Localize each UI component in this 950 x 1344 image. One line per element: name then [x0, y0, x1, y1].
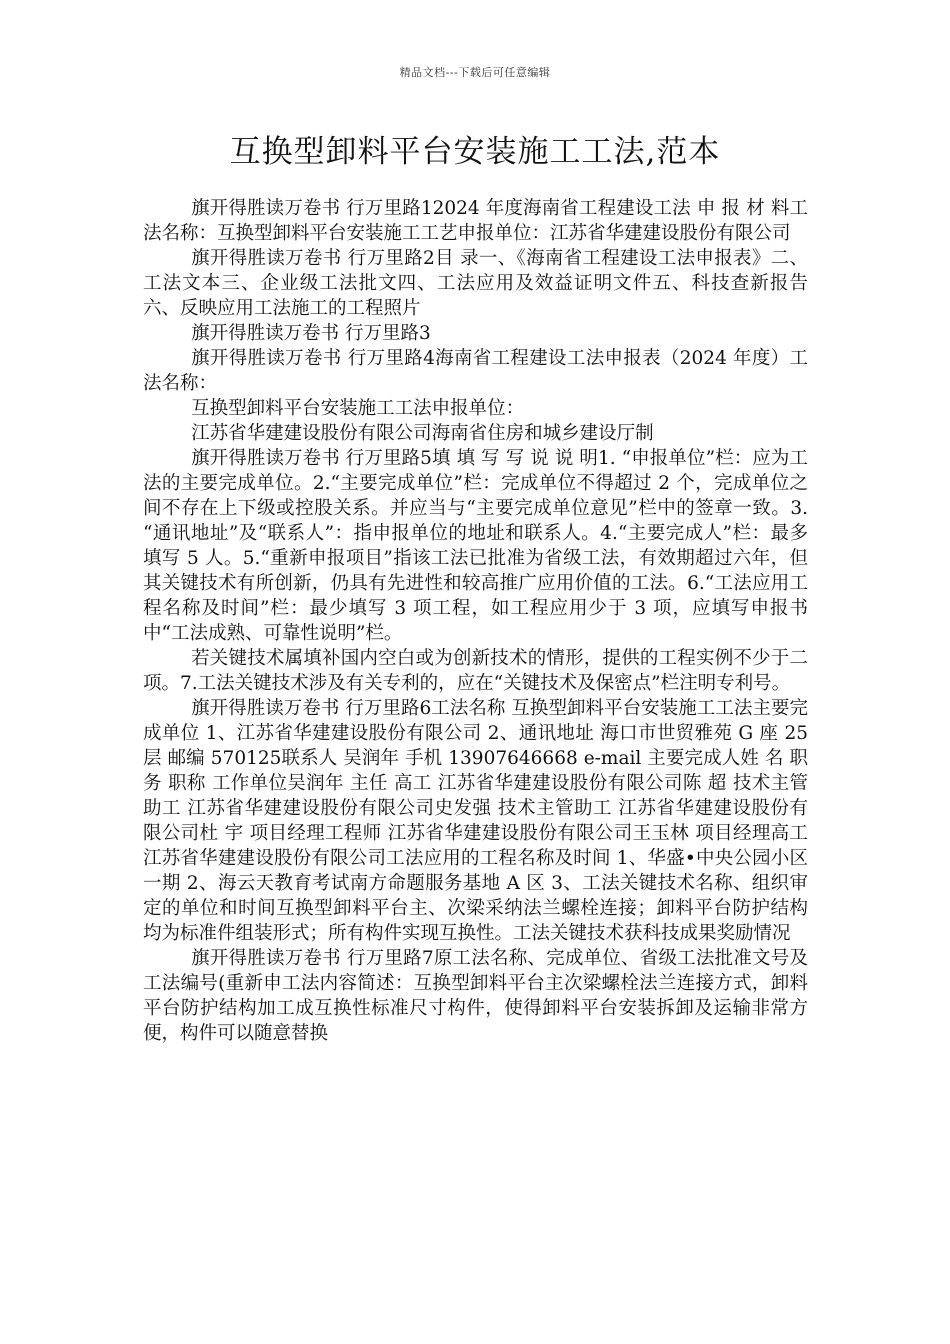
paragraph-8: 若关键技术属填补国内空白或为创新技术的情形，提供的工程实例不少于二项。7.工法关键技术涉及有关专利的，应在“关键技术及保密点”栏注明专利号。	[143, 648, 808, 694]
paragraph-6: 江苏省华建建设股份有限公司海南省住房和城乡建设厅制	[191, 423, 654, 444]
paragraph-9: 旗开得胜读万卷书 行万里路6工法名称 互换型卸料平台安装施工工法主要完成单位 1、江苏省华建建设股份有限公司 2、通讯地址 海口市世贸雅苑 G 座 25 层 邮编 570125联系人 吴润年 手机 13907646668 e-mail 主要完成人姓 名 职务 职称 工作单位吴润年 主任 高工 江苏省华建建设股份有限公司陈 超 技术主管助工 江苏省华建建设股份有限公司史发强 技术主管助工 江苏省华建建设股份有限公司杜 宇 项目经理工程师 江苏省华建建设股份有限公司王玉林 项目经理高工 江苏省华建建设股份有限公司工法应用的工程名称及时间 1、华盛•中央公园小区一期 2、海云天教育考试南方命题服务基地 A 区 3、工法关键技术名称、组织审定的单位和时间互换型卸料平台主、次梁采纳法兰螺栓连接；卸料平台防护结构均为标准件组装形式；所有构件实现互换性。工法关键技术获科技成果奖励情况	[143, 698, 808, 944]
paragraph-5: 互换型卸料平台安装施工工法申报单位：	[191, 398, 525, 419]
paragraph-10: 旗开得胜读万卷书 行万里路7原工法名称、完成单位、省级工法批准文号及工法编号(重新申工法内容简述：互换型卸料平台主次梁螺栓法兰连接方式，卸料平台防护结构加工成互换性标准尺寸构件，使得卸料平台安装拆卸及运输非常方便，构件可以随意替换	[143, 948, 808, 1044]
paragraph-3: 旗开得胜读万卷书 行万里路3	[191, 323, 431, 344]
paragraph-1: 旗开得胜读万卷书 行万里路12024 年度海南省工程建设工法 申 报 材 料工法名称：互换型卸料平台安装施工工艺申报单位：江苏省华建建设股份有限公司	[143, 198, 808, 244]
paragraph-7: 旗开得胜读万卷书 行万里路5填 填 写 写 说 说 明1. “申报单位”栏：应为工法的主要完成单位。2.“主要完成单位”栏：完成单位不得超过 2 个，完成单位之间不存在上下级或控股关系。并应当与“主要完成单位意见”栏中的签章一致。3. “通讯地址”及“联系人”：指申报单位的地址和联系人。4.“主要完成人”栏：最多填写 5 人。5.“重新申报项目”指该工法已批准为省级工法，有效期超过六年，但其关键技术有所创新，仍具有先进性和较高推广应用价值的工法。6.“工法应用工程名称及时间”栏：最少填写 3 项工程，如工程应用少于 3 项，应填写申报书中“工法成熟、可靠性说明”栏。	[143, 448, 808, 644]
paragraph-2: 旗开得胜读万卷书 行万里路2目 录一、《海南省工程建设工法申报表》二、工法文本三、企业级工法批文四、工法应用及效益证明文件五、科技查新报告六、反映应用工法施工的工程照片	[143, 248, 808, 319]
document-title: 互换型卸料平台安装施工工法,范本	[229, 134, 721, 170]
document-body	[143, 196, 808, 1046]
page-header-note: 精品文档---下载后可任意编辑	[399, 66, 551, 79]
paragraph-4: 旗开得胜读万卷书 行万里路4海南省工程建设工法申报表（2024 年度）工法名称：	[143, 348, 808, 394]
